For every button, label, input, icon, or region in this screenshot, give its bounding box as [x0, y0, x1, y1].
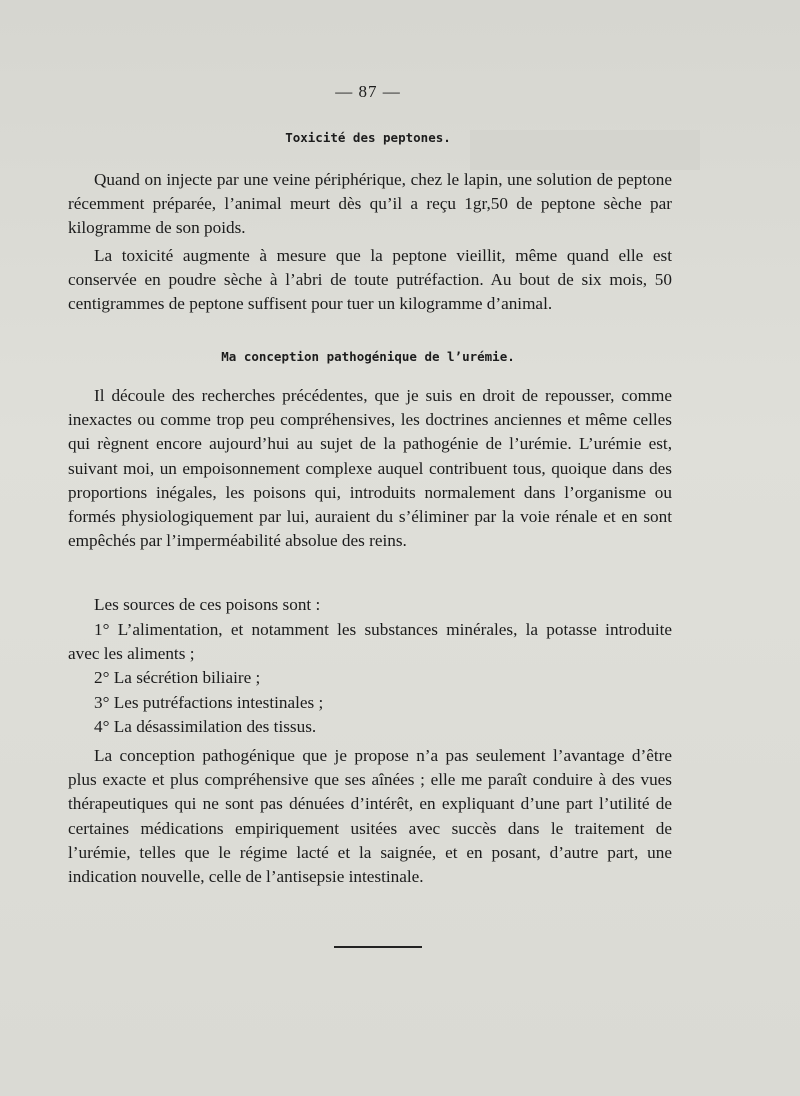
paragraph-peptone-injection: Quand on injecte par une veine périphérique, chez le lapin, une solution de peptone récemment préparée, l’animal meurt dès qu’il a reçu 1gr,50 de peptone sèche par kilogramme de son poids.: [68, 170, 672, 238]
paragraph-toxicity-aging: La toxicité augmente à mesure que la peptone vieillit, même quand elle est conservée en poudre sèche à l’abri de toute putréfaction. Au bout de six mois, 50 centigrammes de peptone suffisent pour tuer un kilogramme d’animal.: [68, 246, 672, 314]
list-item: 2° La sécrétion biliaire ;: [94, 668, 261, 688]
paragraph-conclusion: La conception pathogénique que je propose n’a pas seulement l’avantage d’être plus exacte et plus compréhensive que ses aînées ; elle me paraît conduire à des vues thérapeutiques qui ne sont pas dénuées d’intérêt, en expliquant d’une part l’utilité de certaines médications empiriquement usitées avec succès dans le traitement de l’urémie, telles que le régime lacté et la saignée, et en posant, d’autre part, une indication nouvelle, celle de l’antisepsie intestinale.: [68, 746, 672, 887]
list-item: 1° L’alimentation, et notamment les substances minérales, la potasse introduite avec les aliments ;: [68, 620, 672, 664]
paragraph-uremia-doctrine: Il découle des recherches précédentes, que je suis en droit de repousser, comme inexactes ou comme trop peu compréhensives, les doctrines anciennes et même celles qui règnent encore aujourd’hui au sujet de la pathogénie de l’urémie. L’urémie est, suivant moi, un empoisonnement complexe auquel contribuent tous, quoique dans des proportions inégales, les poisons qui, introduits normalement dans l’organisme ou formés physiologiquement par lui, auraient du s’éliminer par la voie rénale et en sont empêchés par l’imperméabilité absolue des reins.: [68, 386, 672, 551]
list-item: 4° La désassimilation des tissus.: [94, 716, 317, 736]
end-rule: [334, 946, 422, 948]
list-item: 3° Les putréfactions intestinales ;: [94, 692, 324, 712]
section-heading-uremia: Ma conception pathogénique de l’urémie.: [221, 349, 515, 364]
sources-list: [68, 618, 672, 739]
paragraph-sources-intro: Les sources de ces poisons sont :: [94, 595, 321, 614]
page-number: — 87 —: [335, 82, 401, 101]
section-heading-toxicity: Toxicité des peptones.: [285, 130, 451, 145]
